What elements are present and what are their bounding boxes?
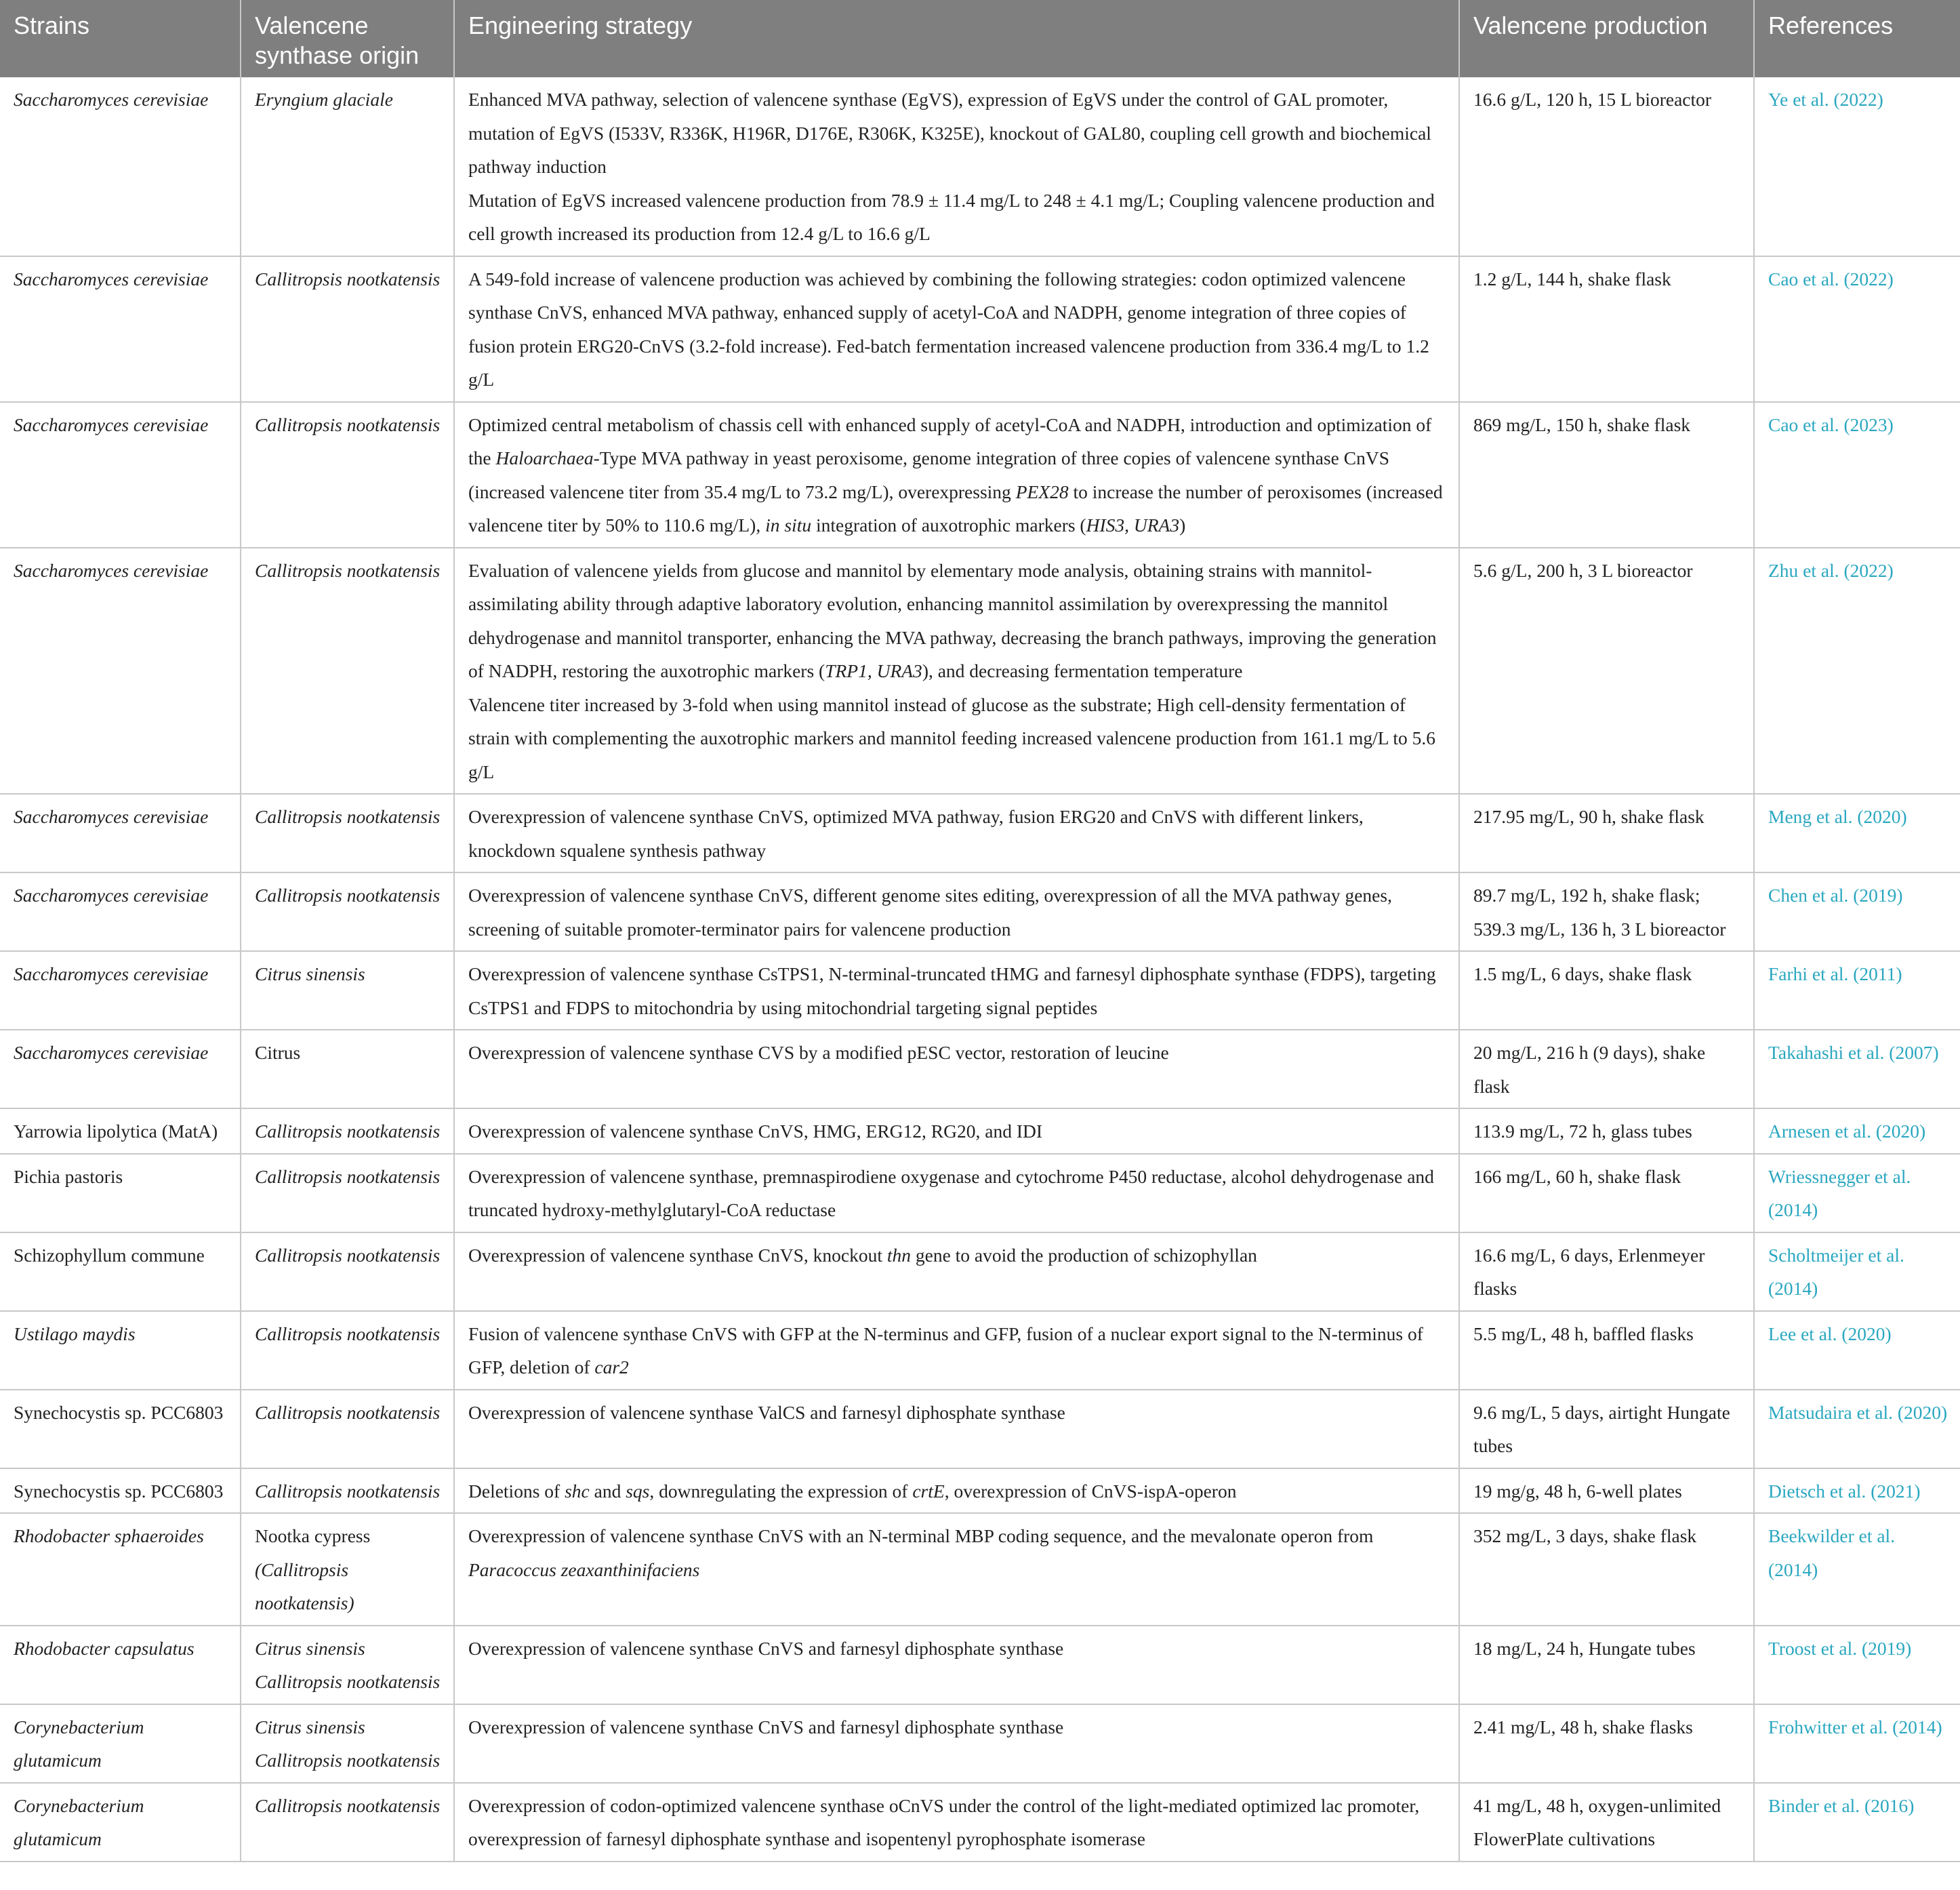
production-cell: 1.2 g/L, 144 h, shake flask [1459,256,1754,402]
table-row [0,1513,1960,1626]
strategy-text: gene to avoid the production of schizophyllan [910,1244,1257,1266]
strain-cell: Synechocystis sp. PCC6803 [0,1468,241,1514]
reference-link[interactable]: Lee et al. (2020) [1768,1323,1892,1344]
reference-link[interactable]: Zhu et al. (2022) [1768,559,1894,581]
origin-species-name: Callitropsis nootkatensis [255,1750,441,1771]
strategy-species-name: Paracoccus zeaxanthinifaciens [468,1559,700,1580]
reference-link[interactable]: Ye et al. (2022) [1768,89,1883,110]
production-cell: 16.6 g/L, 120 h, 15 L bioreactor [1459,77,1754,256]
strategy-cell [454,402,1459,548]
production-cell: 41 mg/L, 48 h, oxygen-unlimited FlowerPlate cultivations [1459,1783,1754,1862]
table-row [0,951,1960,1030]
header-origin: Valencene synthase origin [241,0,454,77]
reference-cell [1754,1513,1960,1626]
strategy-cell: Overexpression of valencene synthase CsTPS1, N-terminal-truncated tHMG and farnesyl diphosphate synthase (FDPS), targeting CsTPS1 and FDPS to mitochondria by using mitochondrial targeting signal peptides [454,951,1459,1030]
reference-link[interactable]: Chen et al. (2019) [1768,885,1903,906]
origin-cell: Callitropsis nootkatensis [241,1390,454,1468]
header-strategy: Engineering strategy [454,0,1459,77]
reference-link[interactable]: Arnesen et al. (2020) [1768,1121,1926,1142]
table-row [0,548,1960,795]
strain-cell: Schizophyllum commune [0,1232,241,1311]
table-row [0,1783,1960,1862]
strategy-cell: Overexpression of valencene synthase CnVS, HMG, ERG12, RG20, and IDI [454,1108,1459,1154]
table-row [0,1108,1960,1154]
strategy-cell [454,1513,1459,1626]
strategy-cell: Overexpression of codon-optimized valencene synthase oCnVS under the control of the light-mediated optimized lac promoter, overexpression of farnesyl diphosphate synthase and isopentenyl pyrophosphate isomerase [454,1783,1459,1862]
table-row [0,77,1960,256]
strategy-text: , overexpression of CnVS-ispA-operon [944,1480,1237,1502]
strain-cell: Saccharomyces cerevisiae [0,256,241,402]
strain-cell: Rhodobacter sphaeroides [0,1513,241,1626]
strategy-text: ) [1179,515,1186,536]
origin-cell: Callitropsis nootkatensis [241,794,454,872]
reference-link[interactable]: Binder et al. (2016) [1768,1794,1915,1816]
production-cell: 20 mg/L, 216 h (9 days), shake flask [1459,1030,1754,1108]
strain-cell: Saccharomyces cerevisiae [0,794,241,872]
strategy-text: to increase the number of peroxisomes (increased valencene titer by 50% to 110.6 mg/L), [468,481,1443,536]
reference-cell [1754,951,1960,1030]
table-row [0,1154,1960,1232]
reference-cell [1754,548,1960,795]
strategy-cell [454,548,1459,795]
production-cell: 2.41 mg/L, 48 h, shake flasks [1459,1704,1754,1783]
origin-cell: Callitropsis nootkatensis [241,548,454,795]
production-cell: 869 mg/L, 150 h, shake flask [1459,402,1754,548]
origin-cell [241,1626,454,1704]
strain-cell: Saccharomyces cerevisiae [0,548,241,795]
production-cell: 217.95 mg/L, 90 h, shake flask [1459,794,1754,872]
production-cell: 1.5 mg/L, 6 days, shake flask [1459,951,1754,1030]
table-body [0,77,1960,1862]
origin-cell: Callitropsis nootkatensis [241,1311,454,1390]
origin-cell [241,1513,454,1626]
strategy-text: integration of auxotrophic markers ( [811,515,1086,536]
strain-cell: Saccharomyces cerevisiae [0,1030,241,1108]
reference-cell [1754,1030,1960,1108]
reference-link[interactable]: Frohwitter et al. (2014) [1768,1716,1942,1737]
strain-cell: Saccharomyces cerevisiae [0,402,241,548]
reference-link[interactable]: Meng et al. (2020) [1768,806,1907,827]
strategy-text: Fusion of valencene synthase CnVS with GFP at the N-terminus and GFP, fusion of a nuclear export signal to the N-terminus of GFP, deletion of [468,1323,1423,1378]
strategy-result-text: Mutation of EgVS increased valencene production from 78.9 ± 11.4 mg/L to 248 ± 4.1 mg/L; Coupling valencene production and cell growth increased its production from 12.4 g/L to 16.6 g/L [468,189,1435,244]
production-cell: 19 mg/g, 48 h, 6-well plates [1459,1468,1754,1514]
table-row [0,1626,1960,1704]
strategy-text: Enhanced MVA pathway, selection of valencene synthase (EgVS), expression of EgVS under the control of GAL promoter, mutation of EgVS (I533V, R336K, H196R, D176E, R306K, K325E), knockout of GAL80, coupling cell growth and biochemical pathway induction [468,89,1431,177]
table-row [0,1232,1960,1311]
production-cell: 5.5 mg/L, 48 h, baffled flasks [1459,1311,1754,1390]
reference-link[interactable]: Troost et al. (2019) [1768,1637,1912,1659]
reference-cell [1754,1108,1960,1154]
strategy-cell: Overexpression of valencene synthase CnVS and farnesyl diphosphate synthase [454,1704,1459,1783]
table-row [0,402,1960,548]
strategy-text: Evaluation of valencene yields from glucose and mannitol by elementary mode analysis, obtaining strains with mannitol-assimilating ability through adaptive laboratory evolution, enhancing mannitol assimilation by overexpressing the mannitol dehydrogenase and mannitol transporter, enhancing the MVA pathway, decreasing the branch pathways, improving the generation of NADPH, restoring the auxotrophic markers ( [468,559,1437,681]
reference-link[interactable]: Beekwilder et al. (2014) [1768,1525,1896,1580]
origin-cell: Eryngium glaciale [241,77,454,256]
reference-cell [1754,77,1960,256]
table-row [0,1311,1960,1390]
strategy-text: and [589,1480,626,1502]
reference-link[interactable]: Dietsch et al. (2021) [1768,1480,1921,1502]
strategy-italic-text: in situ [765,515,812,536]
gene-name: shc [565,1480,590,1502]
gene-name: TRP1, URA3 [825,660,922,681]
reference-cell [1754,1783,1960,1862]
header-production: Valencene production [1459,0,1754,77]
strategy-cell: Overexpression of valencene synthase CnVS and farnesyl diphosphate synthase [454,1626,1459,1704]
table-row [0,794,1960,872]
production-cell: 5.6 g/L, 200 h, 3 L bioreactor [1459,548,1754,795]
reference-link[interactable]: Scholtmeijer et al. (2014) [1768,1244,1904,1299]
strategy-cell [454,1311,1459,1390]
origin-cell: Callitropsis nootkatensis [241,1783,454,1862]
origin-common-name: Nootka cypress [255,1525,371,1546]
strain-cell: Pichia pastoris [0,1154,241,1232]
origin-cell [241,1704,454,1783]
strategy-cell: Overexpression of valencene synthase CnVS, different genome sites editing, overexpression of all the MVA pathway genes, screening of suitable promoter-terminator pairs for valencene production [454,872,1459,951]
strategy-cell [454,1232,1459,1311]
table-row [0,1468,1960,1514]
strategy-text: Overexpression of valencene synthase CnVS with an N-terminal MBP coding sequence, and the mevalonate operon from [468,1525,1374,1546]
strategy-cell: Overexpression of valencene synthase CnVS, optimized MVA pathway, fusion ERG20 and CnVS with different linkers, knockdown squalene synthesis pathway [454,794,1459,872]
strain-cell: Rhodobacter capsulatus [0,1626,241,1704]
reference-cell [1754,1468,1960,1514]
production-cell: 9.6 mg/L, 5 days, airtight Hungate tubes [1459,1390,1754,1468]
origin-cell: Callitropsis nootkatensis [241,1232,454,1311]
header-references: References [1754,0,1960,77]
strain-cell: Synechocystis sp. PCC6803 [0,1390,241,1468]
strain-cell: Saccharomyces cerevisiae [0,872,241,951]
strain-cell: Saccharomyces cerevisiae [0,951,241,1030]
origin-cell: Callitropsis nootkatensis [241,872,454,951]
origin-cell: Callitropsis nootkatensis [241,256,454,402]
strategy-text: -Type MVA pathway in yeast peroxisome, genome integration of three copies of valencene synthase CnVS (increased valencene titer from 35.4 mg/L to 73.2 mg/L), overexpressing [468,447,1389,502]
reference-link[interactable]: Farhi et al. (2011) [1768,963,1902,984]
origin-species-name: Callitropsis nootkatensis [255,1671,441,1692]
origin-cell: Callitropsis nootkatensis [241,1154,454,1232]
origin-cell: Citrus sinensis [241,951,454,1030]
table-row [0,1030,1960,1108]
reference-link[interactable]: Wriessnegger et al. (2014) [1768,1165,1911,1220]
header-strains: Strains [0,0,241,77]
gene-name: HIS3, URA3 [1086,515,1180,536]
strategy-text: Optimized central metabolism of chassis cell with enhanced supply of acetyl-CoA and NADPH, introduction and optimization of the [468,414,1432,468]
reference-cell [1754,1626,1960,1704]
origin-species-name: Citrus sinensis [255,1637,365,1659]
strain-cell: Corynebacterium glutamicum [0,1783,241,1862]
origin-cell: Callitropsis nootkatensis [241,1108,454,1154]
strain-cell: Yarrowia lipolytica (MatA) [0,1108,241,1154]
gene-name: PEX28 [1015,481,1069,502]
strategy-line [468,554,1446,688]
table-row [0,1390,1960,1468]
production-cell: 113.9 mg/L, 72 h, glass tubes [1459,1108,1754,1154]
reference-link[interactable]: Cao et al. (2023) [1768,414,1894,435]
strain-cell: Saccharomyces cerevisiae [0,77,241,256]
strategy-text: ), and decreasing fermentation temperature [922,660,1243,681]
strategy-text: , downregulating the expression of [649,1480,913,1502]
production-cell: 18 mg/L, 24 h, Hungate tubes [1459,1626,1754,1704]
table-row [0,1704,1960,1783]
reference-cell [1754,1704,1960,1783]
reference-cell [1754,1390,1960,1468]
reference-cell [1754,402,1960,548]
origin-cell: Callitropsis nootkatensis [241,402,454,548]
production-cell: 352 mg/L, 3 days, shake flask [1459,1513,1754,1626]
strategy-result-text: Valencene titer increased by 3-fold when using mannitol instead of glucose as the substrate; High cell-density fermentation of strain with complementing the auxotrophic markers and mannitol feeding increased valencene production from 161.1 mg/L to 5.6 g/L [468,693,1436,782]
strategy-cell [454,1468,1459,1514]
strategy-cell: Overexpression of valencene synthase ValCS and farnesyl diphosphate synthase [454,1390,1459,1468]
strategy-cell [454,77,1459,256]
reference-cell [1754,1311,1960,1390]
header-row [0,0,1960,77]
reference-link[interactable]: Cao et al. (2022) [1768,268,1894,289]
strategy-italic-text: Haloarchaea [495,447,594,468]
strategy-cell: A 549-fold increase of valencene production was achieved by combining the following strategies: codon optimized valencene synthase CnVS, enhanced MVA pathway, enhanced supply of acetyl-CoA and NADPH, genome integration of three copies of fusion protein ERG20-CnVS (3.2-fold increase). Fed-batch fermentation increased valencene production from 336.4 mg/L to 1.2 g/L [454,256,1459,402]
origin-species-name: Citrus sinensis [255,1716,365,1737]
gene-name: crtE [912,1480,945,1502]
reference-cell [1754,256,1960,402]
gene-name: sqs [626,1480,650,1502]
production-cell: 89.7 mg/L, 192 h, shake flask; 539.3 mg/L, 136 h, 3 L bioreactor [1459,872,1754,951]
origin-species-name: (Callitropsis nootkatensis) [255,1559,354,1613]
strategy-text: Deletions of [468,1480,565,1502]
strain-cell: Ustilago maydis [0,1311,241,1390]
production-cell: 16.6 mg/L, 6 days, Erlenmeyer flasks [1459,1232,1754,1311]
origin-cell: Citrus [241,1030,454,1108]
strategy-text: Overexpression of valencene synthase CnVS, knockout [468,1244,887,1266]
strategy-cell: Overexpression of valencene synthase CVS by a modified pESC vector, restoration of leucine [454,1030,1459,1108]
origin-cell: Callitropsis nootkatensis [241,1468,454,1514]
table-row [0,256,1960,402]
strain-cell: Corynebacterium glutamicum [0,1704,241,1783]
gene-name: thn [886,1244,911,1266]
reference-link[interactable]: Takahashi et al. (2007) [1768,1042,1939,1063]
table-header [0,0,1960,77]
production-cell: 166 mg/L, 60 h, shake flask [1459,1154,1754,1232]
strategy-cell: Overexpression of valencene synthase, premnaspirodiene oxygenase and cytochrome P450 reductase, alcohol dehydrogenase and truncated hydroxy-methylglutaryl-CoA reductase [454,1154,1459,1232]
gene-name: car2 [594,1356,629,1378]
reference-cell [1754,794,1960,872]
reference-cell [1754,1232,1960,1311]
reference-cell [1754,872,1960,951]
reference-cell [1754,1154,1960,1232]
table-row [0,872,1960,951]
reference-link[interactable]: Matsudaira et al. (2020) [1768,1401,1948,1423]
